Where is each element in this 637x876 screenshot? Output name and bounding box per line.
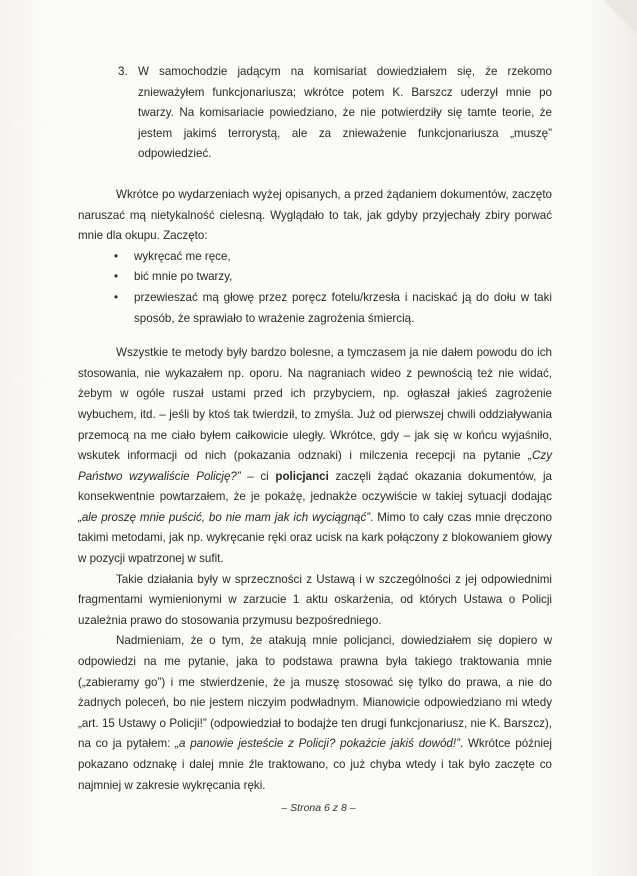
folded-corner [603,0,637,34]
quote-let-me-go: „ale proszę mnie puścić, bo nie mam jak ich wyciągnąć” [78,510,371,524]
bullet-item: • przewieszać mą głowę przez poręcz fotelu/krzesła i naciskać ją do dołu w taki sposób, że sprawiało to wrażenie zagrożenia śmiercią. [114,288,552,329]
item-number: 3. [118,65,128,78]
numbered-item-3 [118,62,552,165]
item-text: W samochodzie jadącym na komisariat dowiedziałem się, że rzekomo znieważyłem funkcjonariusza; wkrótce potem K. Barszcz uderzył mnie po twarzy. Na komisariacie powiedziano, że nie potwierdziły się tamte teorie, że jestem jakimś terrorystą, ale za znieważenie funkcjonariusza „muszę” odpowiedzieć. [138,65,552,161]
paragraph-2: Wszystkie te metody były bardzo bolesne, a tymczasem ja nie dałem powodu do ich stosowania, nie wykazałem np. oporu. Na nagraniach wideo z pewnością też nie widać, żebym w ogóle ruszał ustami przed ich przybyciem, np. ogłaszał jakieś zagrożenie wybuchem, itd. – jeśli by ktoś tak twierdził, to zmyśla. Już od pierwszej chwili oddziaływania przemocą na me ciało byłem całkowicie uległy. Wkrótce, gdy – jak się w końcu wyjaśniło, wskutek informacji od nich (pokazania odznaki) i milczenia recepcji na pytanie „Czy Państwo wzywaliście Policję?” – ci policjanci zaczęli żądać okazania dokumentów, ja konsekwentnie powtarzałem, że je pokażę, jednakże oczywiście w takiej sytuacji dodając „ale proszę mnie puścić, bo nie mam jak ich wyciągnąć”. Mimo to cały czas mnie dręczono takimi metodami, jak np. wykręcanie ręki oraz ucisk na kark połączony z blokowaniem głowy w pozycji wpatrzonej w sufit. [78,346,553,566]
bold-policjanci: policjanci [275,469,329,483]
paragraph-4: Nadmieniam, że o tym, że atakują mnie policjanci, dowiedziałem się dopiero w odpowiedzi na me pytanie, jaka to podstawa prawna była takiego traktowania mnie („zabieramy go”) i me stwierdzenie, że ja muszę stosować się tylko do prawa, a nie do żadnych poleceń, bo nie jestem niczyim podwładnym. Mianowicie odpowiedziano mi wtedy „art. 15 Ustawy o Policji!” (odpowiedział to bodajże ten drugi funkcjonariusz, nie K. Barszcz), na co ja pytałem: „a panowie jesteście z Policji? pokażcie jakiś dowód!”. Wkrótce później pokazano odznakę i dalej mnie źle traktowano, co już chyba wtedy i tak było zaczęte co najmniej w zakresie wykręcania ręki. [78,634,552,792]
document-body [78,62,552,796]
quote-police-question: „Czy Państwo wzywaliście Policję?” [78,449,552,483]
quote-show-proof: „a panowie jesteście z Policji? pokażcie jakiś dowód!” [175,737,460,751]
page-number-footer: – Strona 6 z 8 – [281,802,356,814]
bullet-list [78,247,552,329]
paragraph-3: Takie działania były w sprzeczności z Ustawą i w szczególności z jej odpowiednimi fragmentami wymienionymi w zarzucie 1 aktu oskarżenia, od których Ustawa o Policji uzależnia prawo do stosowania przymusu bezpośredniego. [78,572,552,627]
bullet-item: • bić mnie po twarzy, [114,267,552,288]
paragraph-1: Wkrótce po wydarzeniach wyżej opisanych, a przed żądaniem dokumentów, zaczęto naruszać mą nietykalność cielesną. Wyglądało to tak, jak gdyby przyjechały zbiry porwać mnie dla okupu. Zaczęto: [78,187,552,243]
bullet-item: • wykręcać me ręce, [114,247,552,268]
